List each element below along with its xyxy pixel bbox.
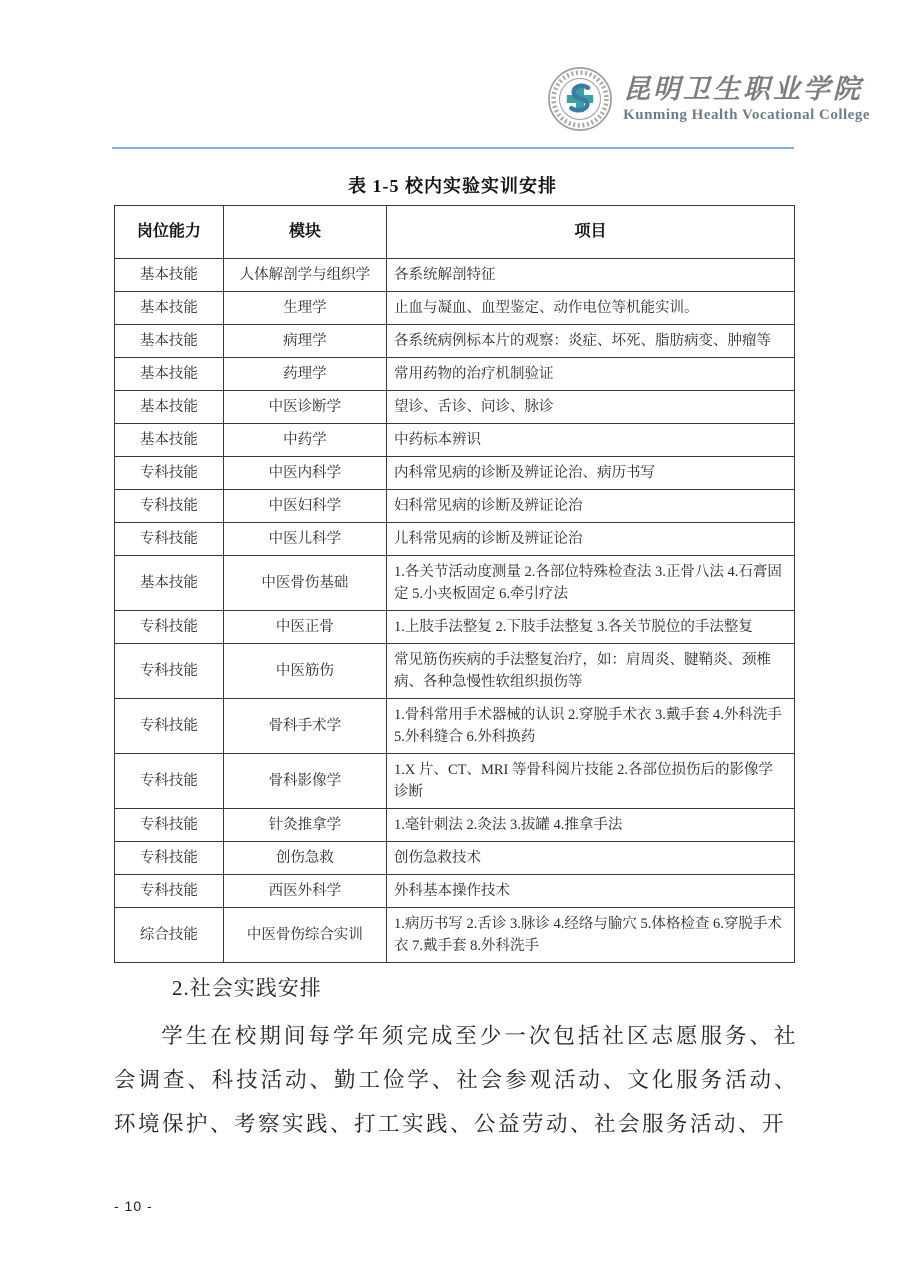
page-number: - 10 - xyxy=(114,1198,153,1214)
ability-cell: 专科技能 xyxy=(115,875,224,908)
project-cell: 外科基本操作技术 xyxy=(386,875,794,908)
project-cell: 1.各关节活动度测量 2.各部位特殊检查法 3.正骨八法 4.石膏固定 5.小夹板固定 6.牵引疗法 xyxy=(386,556,794,611)
table-row xyxy=(115,809,795,842)
table-row xyxy=(115,699,795,754)
page-header xyxy=(0,66,870,132)
project-cell: 妇科常见病的诊断及辨证论治 xyxy=(386,490,794,523)
table-row xyxy=(115,842,795,875)
ability-cell: 专科技能 xyxy=(115,809,224,842)
ability-cell: 基本技能 xyxy=(115,391,224,424)
table-row xyxy=(115,358,795,391)
project-cell: 1.病历书写 2.舌诊 3.脉诊 4.经络与腧穴 5.体格检查 6.穿脱手术衣 7.戴手套 8.外科洗手 xyxy=(386,908,794,963)
ability-cell: 基本技能 xyxy=(115,556,224,611)
ability-cell: 专科技能 xyxy=(115,644,224,699)
table-row xyxy=(115,292,795,325)
project-cell: 内科常见病的诊断及辨证论治、病历书写 xyxy=(386,457,794,490)
column-header-project: 项目 xyxy=(386,206,794,259)
project-cell: 中药标本辨识 xyxy=(386,424,794,457)
project-cell: 创伤急救技术 xyxy=(386,842,794,875)
project-cell: 各系统解剖特征 xyxy=(386,259,794,292)
column-header-module: 模块 xyxy=(223,206,386,259)
module-cell: 药理学 xyxy=(223,358,386,391)
ability-cell: 综合技能 xyxy=(115,908,224,963)
table-row xyxy=(115,325,795,358)
ability-cell: 专科技能 xyxy=(115,699,224,754)
table-row xyxy=(115,754,795,809)
project-cell: 止血与凝血、血型鉴定、动作电位等机能实训。 xyxy=(386,292,794,325)
module-cell: 中医诊断学 xyxy=(223,391,386,424)
module-cell: 中医筋伤 xyxy=(223,644,386,699)
college-name-block xyxy=(623,74,870,123)
module-cell: 中医正骨 xyxy=(223,611,386,644)
ability-cell: 专科技能 xyxy=(115,490,224,523)
module-cell: 西医外科学 xyxy=(223,875,386,908)
table-title: 表 1-5 校内实验实训安排 xyxy=(348,176,557,196)
project-cell: 1.骨科常用手术器械的认识 2.穿脱手术衣 3.戴手套 4.外科洗手 5.外科缝合 6.外科换药 xyxy=(386,699,794,754)
header-divider-line xyxy=(112,147,794,149)
ability-cell: 专科技能 xyxy=(115,611,224,644)
module-cell: 生理学 xyxy=(223,292,386,325)
ability-cell: 专科技能 xyxy=(115,457,224,490)
table-row xyxy=(115,457,795,490)
module-cell: 中医骨伤综合实训 xyxy=(223,908,386,963)
ability-cell: 基本技能 xyxy=(115,358,224,391)
module-cell: 人体解剖学与组织学 xyxy=(223,259,386,292)
project-cell: 1.上肢手法整复 2.下肢手法整复 3.各关节脱位的手法整复 xyxy=(386,611,794,644)
project-cell: 1.毫针刺法 2.灸法 3.拔罐 4.推拿手法 xyxy=(386,809,794,842)
module-cell: 中医骨伤基础 xyxy=(223,556,386,611)
table-row xyxy=(115,644,795,699)
ability-cell: 专科技能 xyxy=(115,842,224,875)
project-cell: 各系统病例标本片的观察：炎症、坏死、脂肪病变、肿瘤等 xyxy=(386,325,794,358)
table-row xyxy=(115,875,795,908)
table-row xyxy=(115,556,795,611)
project-cell: 儿科常见病的诊断及辨证论治 xyxy=(386,523,794,556)
module-cell: 骨科影像学 xyxy=(223,754,386,809)
module-cell: 针灸推拿学 xyxy=(223,809,386,842)
table-row xyxy=(115,523,795,556)
ability-cell: 基本技能 xyxy=(115,292,224,325)
module-cell: 骨科手术学 xyxy=(223,699,386,754)
module-cell: 中医内科学 xyxy=(223,457,386,490)
project-cell: 望诊、舌诊、问诊、脉诊 xyxy=(386,391,794,424)
module-cell: 中医儿科学 xyxy=(223,523,386,556)
module-cell: 病理学 xyxy=(223,325,386,358)
project-cell: 常见筋伤疾病的手法整复治疗，如：肩周炎、腱鞘炎、颈椎病、各种急慢性软组织损伤等 xyxy=(386,644,794,699)
table-row xyxy=(115,490,795,523)
college-name-en: Kunming Health Vocational College xyxy=(623,106,870,123)
ability-cell: 专科技能 xyxy=(115,754,224,809)
section-heading: 2.社会实践安排 xyxy=(172,976,322,1000)
module-cell: 创伤急救 xyxy=(223,842,386,875)
table-row xyxy=(115,391,795,424)
table-body xyxy=(115,259,795,963)
table-row xyxy=(115,259,795,292)
ability-cell: 基本技能 xyxy=(115,424,224,457)
college-seal-icon xyxy=(547,66,613,132)
module-cell: 中医妇科学 xyxy=(223,490,386,523)
training-arrangement-table xyxy=(114,205,795,963)
project-cell: 常用药物的治疗机制验证 xyxy=(386,358,794,391)
table-row xyxy=(115,611,795,644)
table-row xyxy=(115,908,795,963)
ability-cell: 基本技能 xyxy=(115,259,224,292)
column-header-ability: 岗位能力 xyxy=(115,206,224,259)
ability-cell: 基本技能 xyxy=(115,325,224,358)
project-cell: 1.X 片、CT、MRI 等骨科阅片技能 2.各部位损伤后的影像学诊断 xyxy=(386,754,794,809)
table-header xyxy=(115,206,795,259)
ability-cell: 专科技能 xyxy=(115,523,224,556)
module-cell: 中药学 xyxy=(223,424,386,457)
college-name-zh: 昆明卫生职业学院 xyxy=(623,74,864,106)
table-row xyxy=(115,424,795,457)
table-header-row xyxy=(115,206,795,259)
section-paragraph: 学生在校期间每学年须完成至少一次包括社区志愿服务、社会调查、科技活动、勤工俭学、社会参观活动、文化服务活动、环境保护、考察实践、打工实践、公益劳动、社会服务活动、开 xyxy=(114,1024,798,1136)
